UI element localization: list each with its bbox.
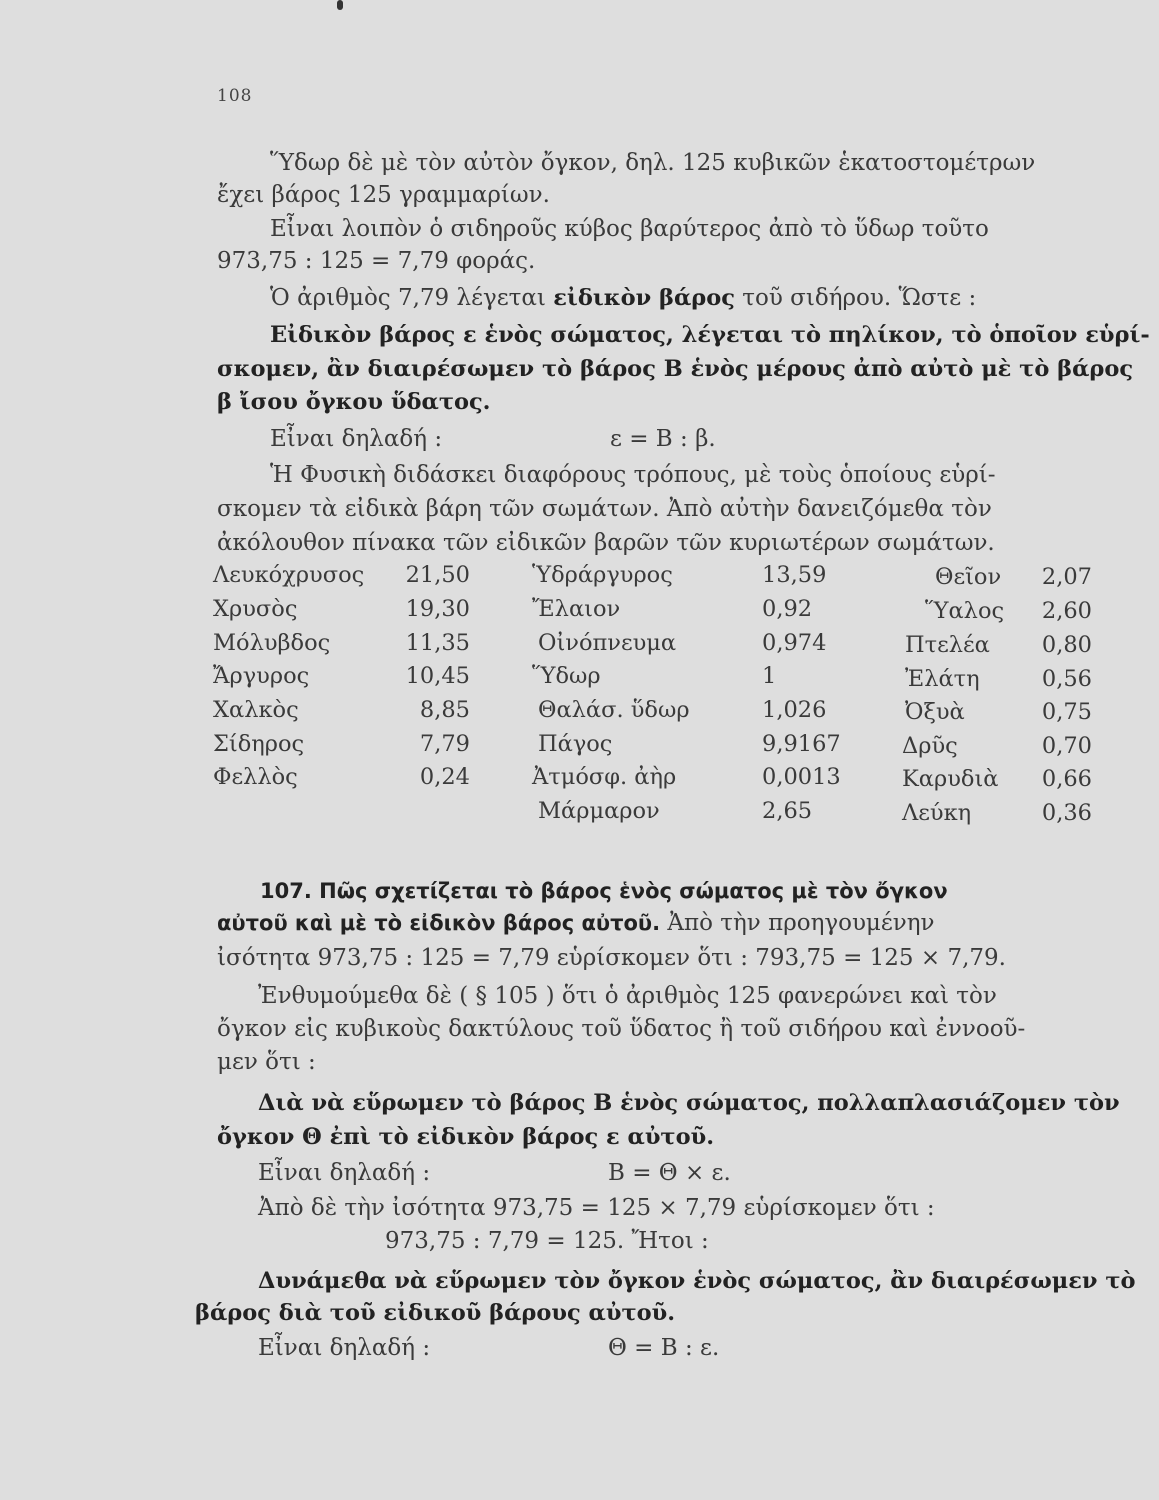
table-col1-name-3: Ἄργυρος [213,663,310,689]
ink-dot [337,0,343,10]
page-number: 108 [217,86,253,106]
formula1-expression: ε = Β : β. [610,426,716,452]
section107-heading-rest: Ἀπὸ τὴν προηγουμένην [660,910,935,936]
table-col2-name-5: Πάγος [538,731,613,757]
paragraph1-line1: Ὕδωρ δὲ μὲ τὸν αὐτὸν ὄγκον, δηλ. 125 κυβικῶν ἑκατοστομέτρων [270,150,1036,176]
table-col2-name-4: Θαλάσ. ὕδωρ [538,697,690,723]
table-col3-name-2: Πτελέα [905,632,990,658]
paragraph4-line1: Ἡ Φυσικὴ διδάσκει διαφόρους τρόπους, μὲ τοὺς ὁποίους εὑρί- [270,462,996,488]
section107-para2-line3: μεν ὅτι : [217,1049,316,1075]
section107-heading-line2 [217,908,935,938]
table-col3-value-5: 0,70 [1041,733,1092,759]
section107-para2-line1: Ἐνθυμούμεθα δὲ ( § 105 ) ὅτι ὁ ἀριθμὸς 125 φανερώνει καὶ τὸν [258,983,997,1009]
table-col2-name-7: Μάρμαρον [538,798,660,824]
table-col2-value-1: 0,92 [762,596,813,622]
table-col1-name-1: Χρυσὸς [213,596,298,622]
table-col2-value-6: 0,0013 [762,764,841,790]
table-col1-value-3: 10,45 [405,663,470,689]
paragraph3 [270,283,976,313]
formula2-label: Εἶναι δηλαδή : [258,1160,431,1186]
rule1-line2: ὄγκον Θ ἐπὶ τὸ εἰδικὸν βάρος ε αὐτοῦ. [217,1124,715,1150]
table-col3-name-3: Ἐλάτη [905,666,980,692]
section107-heading-line1: 107. Πῶς σχετίζεται τὸ βάρος ἑνὸς σώματος μὲ τὸν ὄγκον [260,879,948,903]
table-col3-value-3: 0,56 [1041,666,1092,692]
table-col1-name-2: Μόλυβδος [213,630,331,656]
paragraph1-line2: ἔχει βάρος 125 γραμμαρίων. [217,182,550,208]
table-col2-value-0: 13,59 [762,562,827,588]
definition-line2: σκομεν, ἂν διαιρέσωμεν τὸ βάρος Β ἑνὸς μέρους ἀπὸ αὐτὸ μὲ τὸ βάρος [217,356,1134,382]
section107-line3: ἰσότητα 973,75 : 125 = 7,79 εὑρίσκομεν ὅτι : 793,75 = 125 × 7,79. [217,945,1006,971]
paragraph3-term: εἰδικὸν βάρος [553,285,735,311]
table-col2-value-2: 0,974 [762,630,827,656]
section107-heading-bold: αὐτοῦ καὶ μὲ τὸ εἰδικὸν βάρος αὐτοῦ. [217,911,661,935]
table-col1-name-5: Σίδηρος [213,731,305,757]
table-col3-value-2: 0,80 [1041,632,1092,658]
table-col2-name-6: Ἀτμόσφ. ἀὴρ [532,764,677,790]
table-col2-name-2: Οἰνόπνευμα [538,630,677,656]
table-col3-name-0: Θεῖον [935,564,1002,590]
table-col1-value-1: 19,30 [405,596,470,622]
paragraph4-line2: σκομεν τὰ εἰδικὰ βάρη τῶν σωμάτων. Ἀπὸ αὐτὴν δανειζόμεθα τὸν [217,496,992,522]
table-col2-value-3: 1 [762,663,777,689]
table-col3-value-7: 0,36 [1041,800,1092,826]
formula3-expression: Θ = Β : ε. [608,1335,720,1361]
paragraph3-after: τοῦ σιδήρου. Ὥστε : [734,285,977,311]
formula1-label: Εἶναι δηλαδή : [270,426,443,452]
table-col1-value-5: 7,79 [419,731,470,757]
table-col2-name-3: Ὕδωρ [532,663,601,689]
paragraph2-line1: Εἶναι λοιπὸν ὁ σιδηροῦς κύβος βαρύτερος ἀπὸ τὸ ὕδωρ τοῦτο [270,216,989,242]
section107-para2-line2: ὄγκον εἰς κυβικοὺς δακτύλους τοῦ ὕδατος ἢ τοῦ σιδήρου καὶ ἐννοοῦ- [217,1016,1026,1042]
table-col3-name-7: Λεύκη [902,800,972,826]
rule1-line1: Διὰ νὰ εὕρωμεν τὸ βάρος Β ἑνὸς σώματος, πολλαπλασιάζομεν τὸν [258,1090,1120,1116]
table-col1-name-4: Χαλκὸς [213,697,299,723]
formula3-label: Εἶναι δηλαδή : [258,1335,431,1361]
table-col3-name-6: Καρυδιὰ [902,766,999,792]
table-col3-name-1: Ὕαλος [925,598,1005,624]
table-col3-value-0: 2,07 [1041,564,1092,590]
section107-line-from: Ἀπὸ δὲ τὴν ἰσότητα 973,75 = 125 × 7,79 εὑρίσκομεν ὅτι : [258,1195,935,1221]
table-col2-name-1: Ἔλαιον [532,596,621,622]
definition-line1: Εἰδικὸν βάρος ε ἑνὸς σώματος, λέγεται τὸ πηλίκον, τὸ ὁποῖον εὑρί- [270,322,1150,348]
paragraph3-before: Ὁ ἀριθμὸς 7,79 λέγεται [270,285,554,311]
table-col1-name-0: Λευκόχρυσος [213,562,365,588]
table-col1-name-6: Φελλὸς [213,764,298,790]
paragraph4-line3: ἀκόλουθον πίνακα τῶν εἰδικῶν βαρῶν τῶν κυριωτέρων σωμάτων. [217,530,995,556]
paragraph2-line2: 973,75 : 125 = 7,79 φοράς. [217,248,536,274]
table-col1-value-4: 8,85 [419,697,470,723]
table-col1-value-2: 11,35 [405,630,470,656]
definition-line3: β ἴσου ὄγκου ὕδατος. [217,389,491,415]
formula2-expression: Β = Θ × ε. [608,1160,731,1186]
table-col3-value-6: 0,66 [1041,766,1092,792]
table-col3-value-1: 2,60 [1041,598,1092,624]
section107-line-calc: 973,75 : 7,79 = 125. Ἤτοι : [385,1228,709,1254]
table-col1-value-0: 21,50 [405,562,470,588]
rule2-line1: Δυνάμεθα νὰ εὕρωμεν τὸν ὄγκον ἑνὸς σώματος, ἂν διαιρέσωμεν τὸ [258,1268,1136,1294]
rule2-line2: βάρος διὰ τοῦ εἰδικοῦ βάρους αὐτοῦ. [195,1300,676,1326]
table-col2-value-7: 2,65 [762,798,813,824]
table-col2-name-0: Ὑδράργυρος [532,562,673,588]
table-col2-value-4: 1,026 [762,697,827,723]
table-col2-value-5: 9,9167 [762,731,841,757]
table-col3-name-4: Ὀξυὰ [905,699,965,725]
table-col1-value-6: 0,24 [419,764,470,790]
table-col3-name-5: Δρῦς [902,733,958,759]
table-col3-value-4: 0,75 [1041,699,1092,725]
